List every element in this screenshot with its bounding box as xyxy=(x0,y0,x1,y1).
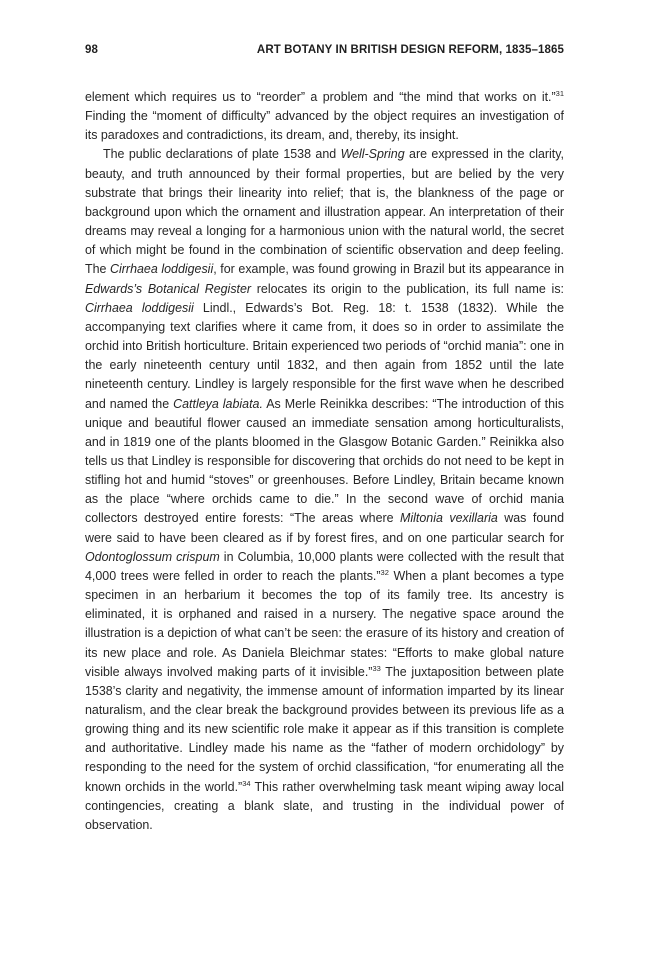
footnote-reference: 33 xyxy=(372,663,381,673)
italic-text: Cirrhaea loddigesii xyxy=(85,300,194,315)
italic-text: Well-Spring xyxy=(340,147,405,162)
text-run: , for example, was found growing in Brazil but its appearance in xyxy=(213,262,565,277)
footnote-reference: 32 xyxy=(380,567,389,577)
text-run: The juxtaposition between plate 1538’s clarity and negativity, the immense amount of information imparted by its linear naturalism, and the clear break the background provides between its previous life as a growing thing and its new scientific role make it appear as if this transition is complete and authoritative. Lindley made his name as the “father of modern orchidology” by responding to the need for the system of orchid classification, “for enumerating all the known orchids in the world.” xyxy=(85,664,565,794)
text-run: When a plant becomes a type specimen in an herbarium it becomes the top of its family tree. Its ancestry is eliminated, it is orphaned and raised in a nursery. The negative space around the illustration is a depiction of what can’t be seen: the erasure of its history and creation of its new place and role. As Daniela Bleichmar states: “Efforts to make global nature visible always involved making parts of it invisible.” xyxy=(85,568,564,679)
footnote-reference: 31 xyxy=(555,89,564,98)
italic-text: Cirrhaea loddigesii xyxy=(110,262,214,277)
text-run: element which requires us to “reorder” a problem and “the mind that works on it.” xyxy=(85,90,556,104)
body-text xyxy=(85,88,564,835)
text-run: The public declarations of plate 1538 and xyxy=(103,147,341,162)
text-run: This rather overwhelming task meant wiping away local contingencies, creating a blank slate, and trusting in the individual power of observation. xyxy=(85,779,564,832)
text-run: Finding the “moment of difficulty” advanced by the object requires an investigation of its paradoxes and contradictions, its dream, and, thereby, its insight. xyxy=(85,109,564,143)
text-run: are expressed in the clarity, beauty, and truth announced by their formal properties, but are belied by the very substrate that brings their linearity into relief; that is, the blankness of the page or background upon which the ornament and illustration appear. An interpretation of their dreams may reveal a longing for a harmonious union with the natural world, the secret of which might be found in the combination of scientific observation and deep feeling. The xyxy=(85,147,564,277)
italic-text: Edwards’s Botanical Register xyxy=(85,281,252,296)
italic-text: Cattleya labiata. xyxy=(173,396,263,411)
running-title: ART BOTANY IN BRITISH DESIGN REFORM, 1835–1865 xyxy=(256,44,564,56)
running-head xyxy=(85,44,564,60)
text-run: Lindl., Edwards’s Bot. Reg. 18: t. 1538 (1832). While the accompanying text clarifies where it came from, it does so in order to assimilate the orchid into British horticulture. Britain experienced two periods of “orchid mania”: one in the early nineteenth century until 1832, and then again from 1852 until the late nineteenth century. Lindley is largely responsible for the first wave when he described and named the xyxy=(85,300,564,411)
paragraph xyxy=(85,88,564,145)
page-number: 98 xyxy=(85,44,98,56)
text-run: in Columbia, 10,000 plants were collected with the result that 4,000 trees were felled in order to reach the plants.” xyxy=(85,549,564,583)
text-run: was found were said to have been cleared as if by forest fires, and on one particular search for xyxy=(85,511,565,545)
italic-text: Miltonia vexillaria xyxy=(400,511,498,526)
text-run: As Merle Reinikka describes: “The introduction of this unique and beautiful flower caused an immediate sensation among horticulturalists, and in 1819 one of the plants bloomed in the Glasgow Botanic Garden.” Reinikka also tells us that Lindley is responsible for discovering that orchids do not need to be kept in stifling hot and humid “stoves” or greenhouses. Before Lindley, Britain became known as the place “where orchids came to die.” In the second wave of orchid mania collectors destroyed entire forests: “The areas where xyxy=(85,396,564,526)
text-run: relocates its origin to the publication, its full name is: xyxy=(251,281,564,296)
italic-text: Odontoglossum crispum xyxy=(85,549,220,564)
paragraph xyxy=(85,145,564,835)
footnote-reference: 34 xyxy=(242,778,251,788)
